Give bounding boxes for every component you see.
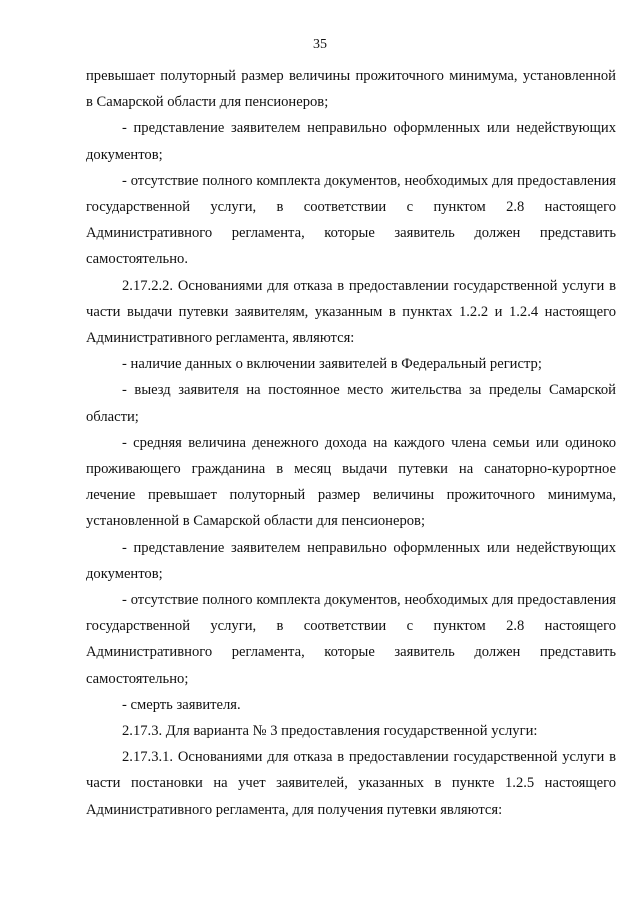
paragraph-incomplete-documents: - отсутствие полного комплекта документов, необходимых для предоставления государственной услуги, в соответствии с пунктом 2.8 настоящего Административного регламента, которые заявитель должен представить самостоятельно. (86, 172, 616, 268)
paragraph-incomplete-documents-2: - отсутствие полного комплекта документов, необходимых для предоставления государственной услуги, в соответствии с пунктом 2.8 настоящего Административного регламента, которые заявитель должен представить самостоятельно; (86, 592, 616, 687)
paragraph-invalid-documents-2: - представление заявителем неправильно оформленных или недействующих документов; (86, 539, 616, 582)
paragraph-continuation-income: превышает полуторный размер величины прожиточного минимума, установленной в Самарской области для пенсионеров; (86, 68, 616, 111)
paragraph-invalid-documents: - представление заявителем неправильно оформленных или недействующих документов; (86, 120, 616, 163)
paragraph-average-income: - средняя величина денежного дохода на каждого члена семьи или одиноко проживающего гражданина в месяц выдачи путевки на санаторно-курортное лечение превышает полуторный размер величины прожиточного минимума, установленной в Самарской области для пенсионеров; (86, 434, 616, 530)
paragraph-relocation: - выезд заявителя на постоянное место жительства за пределы Самарской области; (86, 382, 616, 425)
paragraph-section-2-17-2-2: 2.17.2.2. Основаниями для отказа в предоставлении государственной услуги в части выдачи путевки заявителям, указанным в пунктах 1.2.2 и 1.2.4 настоящего Административного регламента, являются: (86, 277, 616, 347)
document-body (86, 63, 616, 823)
paragraph-section-2-17-3: 2.17.3. Для варианта № 3 предоставления государственной услуги: (122, 723, 538, 740)
paragraph-federal-register: - наличие данных о включении заявителей в Федеральный регистр; (122, 356, 542, 373)
page-number: 35 (313, 37, 327, 52)
paragraph-section-2-17-3-1: 2.17.3.1. Основаниями для отказа в предоставлении государственной услуги в части постановки на учет заявителей, указанных в пункте 1.2.5 настоящего Административного регламента, для получения путевки являются: (86, 749, 616, 818)
paragraph-death-of-applicant: - смерть заявителя. (122, 696, 241, 713)
